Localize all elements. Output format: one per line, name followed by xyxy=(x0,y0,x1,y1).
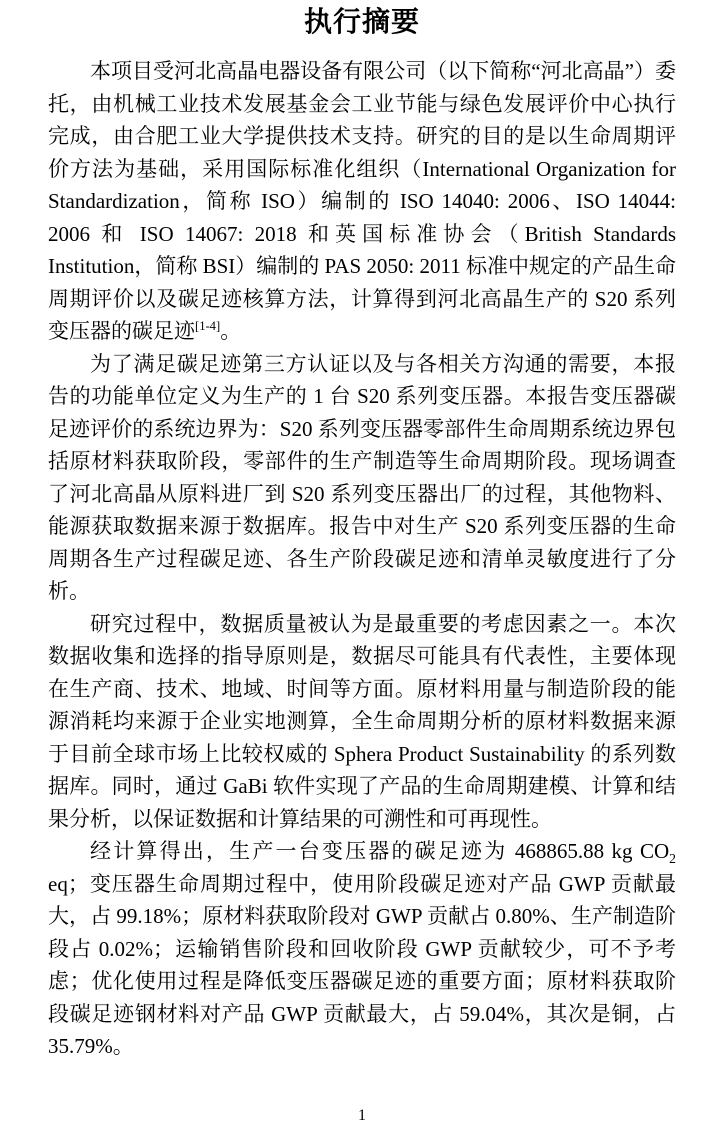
paragraph-functional-unit: 为了满足碳足迹第三方认证以及与各相关方沟通的需要，本报告的功能单位定义为生产的 1 台 S20 系列变压器。本报告变压器碳足迹评价的系统边界为：S20 系列变压器零部件生命周期系统边界包括原材料获取阶段，零部件的生产制造等生命周期阶段。现场调查了河北高晶从原料进厂到 S20 系列变压器出厂的过程，其他物料、能源获取数据来源于数据库。报告中对生产 S20 系列变压器的生命周期各生产过程碳足迹、各生产阶段碳足迹和清单灵敏度进行了分析。 xyxy=(48,351,676,603)
page-title: 执行摘要 xyxy=(303,7,420,38)
paragraph-text: 经计算得出，生产一台变压器的碳足迹为 468865.88 kg CO xyxy=(90,839,670,863)
page-number: 1 xyxy=(358,1107,366,1124)
paragraph-project-commission xyxy=(48,55,676,348)
paragraph-data-quality: 研究过程中，数据质量被认为是最重要的考虑因素之一。本次数据收集和选择的指导原则是，数据尽可能具有代表性，主要体现在生产商、技术、地域、时间等方面。原材料用量与制造阶段的能源消耗均来源于企业实地测算，全生命周期分析的原材料数据来源于目前全球市场上比较权威的 Sphera Product Sustainability 的系列数据库。同时，通过 GaBi 软件实现了产品的生命周期建模、计算和结果分析，以保证数据和计算结果的可溯性和可再现性。 xyxy=(48,611,676,831)
paragraph-text-after-subscript: eq；变压器生命周期过程中，使用阶段碳足迹对产品 GWP 贡献最大，占 99.18%；原材料获取阶段对 GWP 贡献占 0.80%、生产制造阶段占 0.02%；运输销售阶段和回收阶段 GWP 贡献较少，可不予考虑；优化使用过程是降低变压器碳足迹的重要方面；原材料获取阶段碳足迹钢材料对产品 GWP 贡献最大，占 59.04%，其次是铜，占 35.79%。 xyxy=(48,871,676,1058)
co2-subscript: 2 xyxy=(669,851,676,867)
paragraph-results xyxy=(48,835,676,1063)
paragraph-text: 本项目受河北高晶电器设备有限公司（以下简称“河北高晶”）委托，由机械工业技术发展基金会工业节能与绿色发展评价中心执行完成，由合肥工业大学提供技术支持。研究的目的是以生命周期评价方法为基础，采用国际标准化组织（International Organization for Standardization，简称 ISO）编制的 ISO 14040: 2006、ISO 14044: 2006 和 ISO 14067: 2018 和英国标准协会（British Standards Institution，简称 BSI）编制的 PAS 2050: 2011 标准中规定的产品生命周期评价以及碳足迹核算方法，计算得到河北高晶生产的 S20 系列变压器的碳足迹 xyxy=(48,59,676,343)
citation-reference: [1-4] xyxy=(195,319,221,333)
paragraph-text-after-citation: 。 xyxy=(220,319,242,343)
